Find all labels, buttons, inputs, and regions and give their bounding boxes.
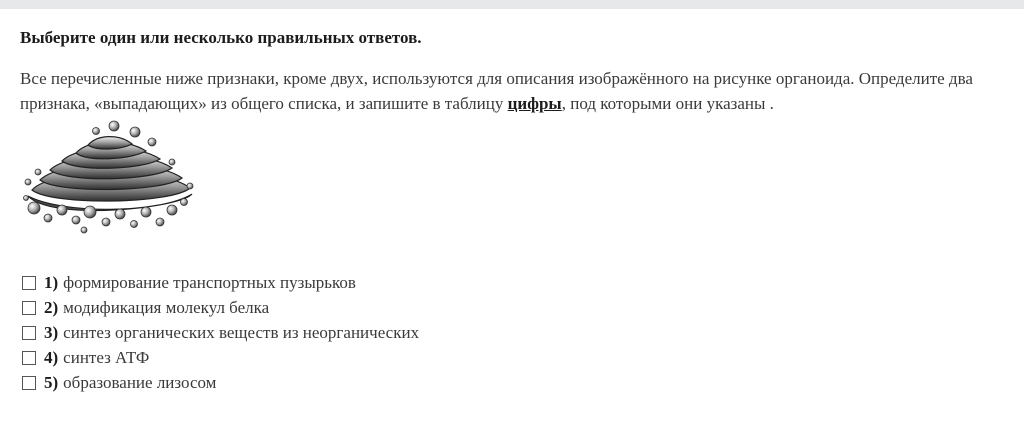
answer-option-5[interactable]: [22, 370, 419, 395]
checkbox-option-4[interactable]: [22, 351, 36, 365]
question-text: [20, 66, 1010, 116]
answer-options: [22, 270, 419, 395]
option-number: 1): [44, 272, 59, 292]
checkbox-option-5[interactable]: [22, 376, 36, 390]
checkbox-option-1[interactable]: [22, 276, 36, 290]
question-emphasis: цифры: [507, 94, 562, 113]
answer-option-4[interactable]: [22, 345, 419, 370]
checkbox-option-3[interactable]: [22, 326, 36, 340]
answer-option-2[interactable]: [22, 295, 419, 320]
option-number: 5): [44, 372, 59, 392]
option-text: формирование транспортных пузырьков: [63, 272, 356, 292]
answer-option-3[interactable]: [22, 320, 419, 345]
top-bar: [0, 0, 1024, 9]
golgi-apparatus-icon: [22, 118, 198, 238]
question-text-part1: Все перечисленные ниже признаки, кроме двух, используются для описания изображённого на рисунке органоида. Определите два признака, «выпадающих» из общего списка, и запишите в таблицу: [20, 69, 973, 113]
option-number: 2): [44, 297, 59, 317]
answer-option-1[interactable]: [22, 270, 419, 295]
checkbox-option-2[interactable]: [22, 301, 36, 315]
question-text-part2: , под которыми они указаны .: [561, 94, 774, 113]
instruction-heading: Выберите один или несколько правильных ответов.: [20, 28, 422, 47]
golgi-apparatus-image: [22, 118, 198, 238]
option-text: синтез органических веществ из неорганических: [63, 322, 420, 342]
option-text: модификация молекул белка: [63, 297, 270, 317]
option-number: 3): [44, 322, 59, 342]
option-text: синтез АТФ: [63, 347, 150, 367]
option-text: образование лизосом: [63, 372, 217, 392]
option-number: 4): [44, 347, 59, 367]
